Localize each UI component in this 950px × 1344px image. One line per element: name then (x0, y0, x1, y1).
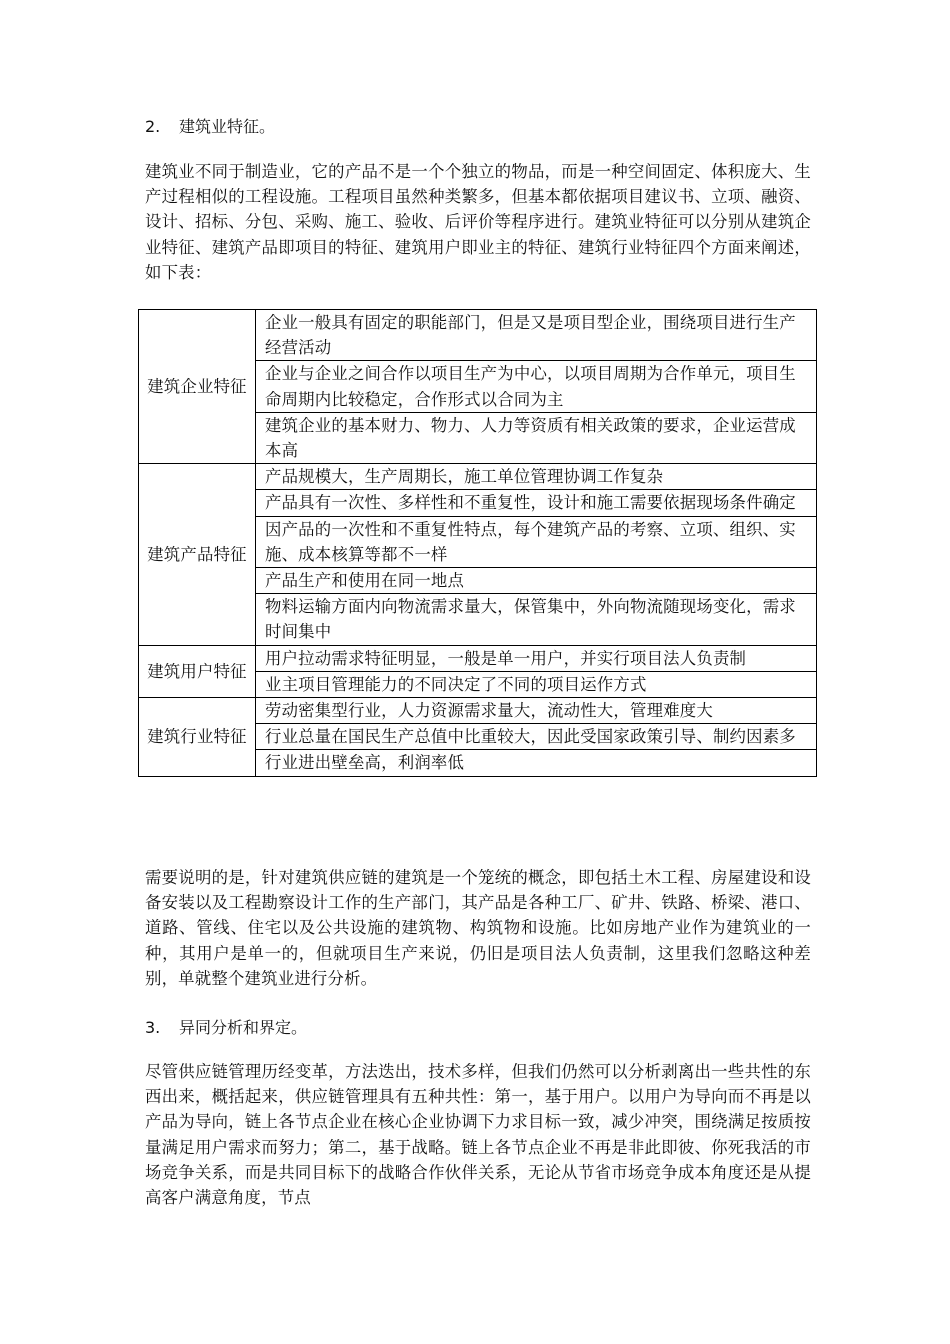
section-3-heading (145, 1018, 307, 1038)
table-item-cell: 产品规模大，生产周期长，施工单位管理协调工作复杂 (256, 464, 817, 490)
section-2-number: 2. (145, 117, 161, 136)
table-item-cell: 企业与企业之间合作以项目生产为中心，以项目周期为合作单元，项目生命周期内比较稳定，合作形式以合同为主 (256, 361, 817, 412)
table-item-cell: 建筑企业的基本财力、物力、人力等资质有相关政策的要求，企业运营成本高 (256, 412, 817, 463)
table-category-cell: 建筑行业特征 (139, 698, 256, 777)
table-row (139, 310, 817, 361)
table-item-cell: 物料运输方面内向物流需求量大，保管集中，外向物流随现场变化，需求时间集中 (256, 594, 817, 645)
table-item-cell: 产品生产和使用在同一地点 (256, 568, 817, 594)
table-item-cell: 因产品的一次性和不重复性特点，每个建筑产品的考察、立项、组织、实施、成本核算等都不一样 (256, 516, 817, 567)
table-category-cell: 建筑产品特征 (139, 464, 256, 645)
section-2-heading (145, 117, 275, 137)
table-item-cell: 用户拉动需求特征明显，一般是单一用户，并实行项目法人负责制 (256, 645, 817, 671)
section-3-title: 异同分析和界定。 (179, 1018, 308, 1037)
section-2-title: 建筑业特征。 (179, 117, 276, 136)
table-row (139, 698, 817, 724)
table-item-cell: 业主项目管理能力的不同决定了不同的项目运作方式 (256, 671, 817, 697)
table-item-cell: 劳动密集型行业，人力资源需求量大，流动性大，管理难度大 (256, 698, 817, 724)
table-item-cell: 企业一般具有固定的职能部门，但是又是项目型企业，围绕项目进行生产经营活动 (256, 310, 817, 361)
table-row (139, 464, 817, 490)
building-features-table-body (139, 310, 817, 777)
table-item-cell: 产品具有一次性、多样性和不重复性，设计和施工需要依据现场条件确定 (256, 490, 817, 516)
table-item-cell: 行业总量在国民生产总值中比重较大，因此受国家政策引导、制约因素多 (256, 724, 817, 750)
section-2-intro-paragraph: 建筑业不同于制造业，它的产品不是一个个独立的物品，而是一种空间固定、体积庞大、生产过程相似的工程设施。工程项目虽然种类繁多，但基本都依据项目建议书、立项、融资、设计、招标、分包、采购、施工、验收、后评价等程序进行。建筑业特征可以分别从建筑企业特征、建筑产品即项目的特征、建筑用户即业主的特征、建筑行业特征四个方面来阐述，如下表： (145, 162, 811, 282)
section-3-number: 3. (145, 1018, 161, 1037)
table-row (139, 645, 817, 671)
table-item-cell: 行业进出壁垒高，利润率低 (256, 750, 817, 776)
building-features-table (138, 309, 817, 777)
table-category-cell: 建筑企业特征 (139, 310, 256, 464)
section-2-note-paragraph: 需要说明的是，针对建筑供应链的建筑是一个笼统的概念，即包括土木工程、房屋建设和设备安装以及工程勘察设计工作的生产部门，其产品是各种工厂、矿井、铁路、桥梁、港口、道路、管线、住宅以及公共设施的建筑物、构筑物和设施。比如房地产业作为建筑业的一种，其用户是单一的，但就项目生产来说，仍旧是项目法人负责制，这里我们忽略这种差别，单就整个建筑业进行分析。 (145, 868, 811, 988)
table-category-cell: 建筑用户特征 (139, 645, 256, 697)
section-3-body-paragraph: 尽管供应链管理历经变革，方法迭出，技术多样，但我们仍然可以分析剥离出一些共性的东西出来，概括起来，供应链管理具有五种共性：第一，基于用户。以用户为导向而不再是以产品为导向，链上各节点企业在核心企业协调下力求目标一致，减少冲突，围绕满足按质按量满足用户需求而努力；第二，基于战略。链上各节点企业不再是非此即彼、你死我活的市场竞争关系，而是共同目标下的战略合作伙伴关系，无论从节省市场竞争成本角度还是从提高客户满意角度，节点 (145, 1062, 811, 1208)
